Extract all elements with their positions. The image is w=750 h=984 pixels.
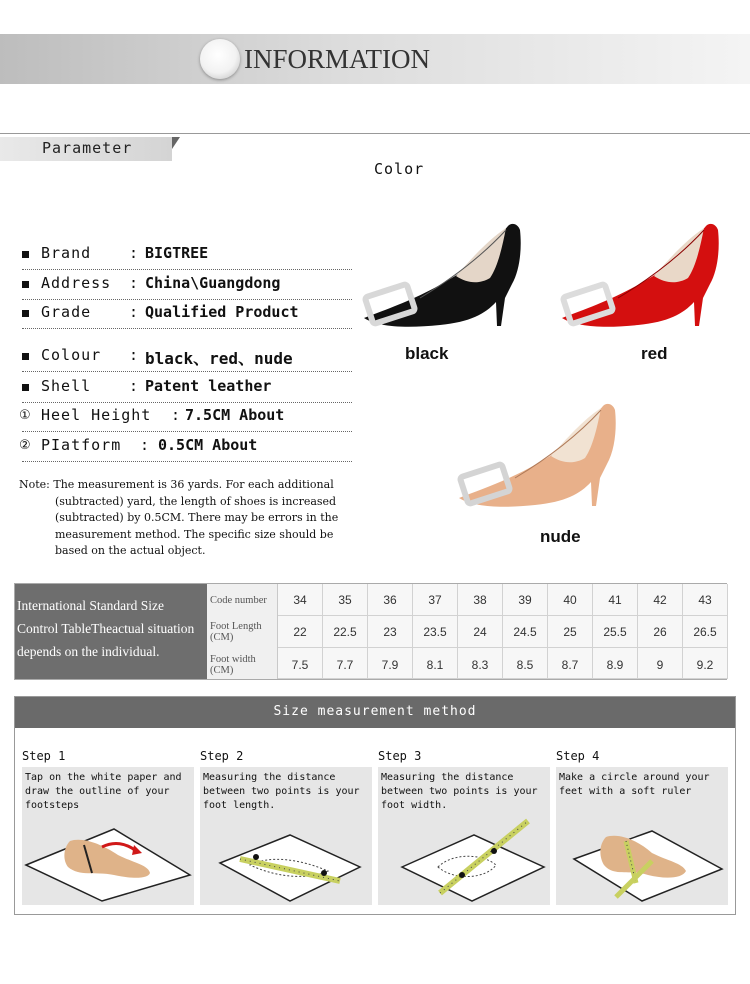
param-row-grade — [22, 303, 352, 329]
param-value: black、red、nude — [145, 349, 293, 368]
size-cell: 7.7 — [323, 648, 368, 679]
param-label: Heel Height — [41, 406, 152, 424]
circled-one-marker: ① — [19, 408, 31, 423]
shoe-red-image — [558, 218, 728, 330]
size-cell: 37 — [413, 584, 458, 616]
bullet-icon — [22, 310, 29, 317]
size-cell: 26 — [638, 616, 683, 648]
ruler-width-icon — [378, 807, 550, 903]
banner-circle-icon — [200, 39, 240, 79]
bullet-icon — [22, 384, 29, 391]
param-label: Brand — [41, 244, 92, 262]
step-panel — [200, 767, 372, 905]
heading-line: International Standard Size — [17, 598, 164, 613]
param-value: 0.5CM About — [158, 436, 258, 454]
parameter-tab-label: Parameter — [42, 139, 133, 157]
row-label-code: Code number — [207, 584, 278, 616]
size-cell: 36 — [368, 584, 413, 616]
param-row-heel-height — [19, 406, 352, 432]
param-colon: : — [129, 303, 139, 321]
size-cell: 8.1 — [413, 648, 458, 679]
param-label: Address — [41, 274, 112, 292]
heading-line: Control TableTheactual situation — [17, 621, 195, 636]
size-cell: 7.5 — [278, 648, 323, 679]
step-4 — [556, 749, 728, 905]
param-value: China\Guangdong — [145, 274, 281, 292]
param-colon: : — [129, 346, 139, 364]
step-panel — [556, 767, 728, 905]
color-title: Color — [374, 160, 425, 178]
size-cell: 43 — [683, 584, 728, 616]
foot-outline-icon — [22, 807, 194, 903]
row-label-length: Foot Length (CM) — [207, 616, 278, 648]
note-line: measurement method. The specific size should be — [55, 527, 334, 541]
step-3 — [378, 749, 550, 905]
bullet-icon — [22, 281, 29, 288]
param-row-colour — [22, 346, 352, 372]
param-label: Colour — [41, 346, 102, 364]
param-label: Shell — [41, 377, 92, 395]
measurement-method — [14, 696, 736, 915]
param-label: PIatform — [41, 436, 122, 454]
step-text: Tap on the white paper and draw the outline of your footsteps — [25, 772, 182, 811]
shoe-nude-image — [455, 398, 625, 510]
size-cell: 26.5 — [683, 616, 728, 648]
size-cell: 8.9 — [593, 648, 638, 679]
param-colon: : — [129, 274, 139, 292]
size-cell: 41 — [593, 584, 638, 616]
size-table-heading — [15, 584, 207, 679]
size-cell: 25 — [548, 616, 593, 648]
shoe-black-image — [360, 218, 530, 330]
step-1 — [22, 749, 194, 905]
size-cell: 25.5 — [593, 616, 638, 648]
size-cell: 22 — [278, 616, 323, 648]
size-cell: 23 — [368, 616, 413, 648]
size-cell: 22.5 — [323, 616, 368, 648]
ruler-length-icon — [200, 807, 372, 903]
method-title: Size measurement method — [273, 704, 477, 719]
param-row-platform — [19, 436, 352, 462]
step-panel — [378, 767, 550, 905]
size-cell: 7.9 — [368, 648, 413, 679]
step-2 — [200, 749, 372, 905]
size-cell: 35 — [323, 584, 368, 616]
banner-title: INFORMATION — [244, 44, 431, 74]
step-panel — [22, 767, 194, 905]
param-colon: : — [140, 436, 150, 454]
step-text: Make a circle around your feet with a soft ruler — [559, 772, 710, 797]
shoe-nude-label: nude — [540, 527, 581, 546]
size-cell: 23.5 — [413, 616, 458, 648]
bullet-icon — [22, 353, 29, 360]
size-cell: 42 — [638, 584, 683, 616]
size-cell: 34 — [278, 584, 323, 616]
param-value: 7.5CM About — [185, 406, 285, 424]
info-banner — [0, 34, 750, 84]
size-cell: 8.7 — [548, 648, 593, 679]
size-note — [19, 477, 384, 560]
note-line: based on the actual object. — [55, 544, 206, 557]
heading-line: depends on the individual. — [17, 644, 160, 659]
param-colon: : — [129, 244, 139, 262]
step-text: Measuring the distance between two points is your foot length. — [203, 772, 360, 811]
size-cell: 9.2 — [683, 648, 728, 679]
param-colon: : — [171, 406, 181, 424]
step-label: Step 2 — [200, 749, 244, 763]
size-cell: 24.5 — [503, 616, 548, 648]
param-value: Qualified Product — [145, 303, 299, 321]
param-value: Patent leather — [145, 377, 272, 395]
param-row-brand — [22, 244, 352, 270]
circled-two-marker: ② — [19, 438, 31, 453]
note-line: (subtracted) by 0.5CM. There may be errors in the — [55, 511, 339, 524]
param-row-address — [22, 274, 352, 300]
param-label: Grade — [41, 303, 92, 321]
bullet-icon — [22, 251, 29, 258]
step-text: Measuring the distance between two points is your foot width. — [381, 772, 538, 811]
size-cell: 38 — [458, 584, 503, 616]
step-label: Step 3 — [378, 749, 422, 763]
note-lead: Note: The measurement is 36 yards. For each additional — [19, 478, 334, 491]
size-cell: 24 — [458, 616, 503, 648]
foot-circle-ruler-icon — [556, 807, 728, 903]
size-cell: 39 — [503, 584, 548, 616]
param-value: BIGTREE — [145, 244, 209, 262]
step-label: Step 4 — [556, 749, 600, 763]
shoe-black-label: black — [405, 344, 449, 363]
step-label: Step 1 — [22, 749, 66, 763]
param-colon: : — [129, 377, 139, 395]
size-table — [14, 583, 727, 680]
size-cell: 40 — [548, 584, 593, 616]
size-cell: 8.3 — [458, 648, 503, 679]
note-line: (subtracted) yard, the length of shoes is increased — [55, 494, 337, 508]
size-cell: 8.5 — [503, 648, 548, 679]
shoe-red-label: red — [641, 344, 668, 363]
size-cell: 9 — [638, 648, 683, 679]
param-row-shell — [22, 377, 352, 403]
parameter-tab-notch — [172, 137, 180, 149]
row-label-width: Foot width (CM) — [207, 648, 278, 679]
section-divider — [0, 133, 750, 134]
